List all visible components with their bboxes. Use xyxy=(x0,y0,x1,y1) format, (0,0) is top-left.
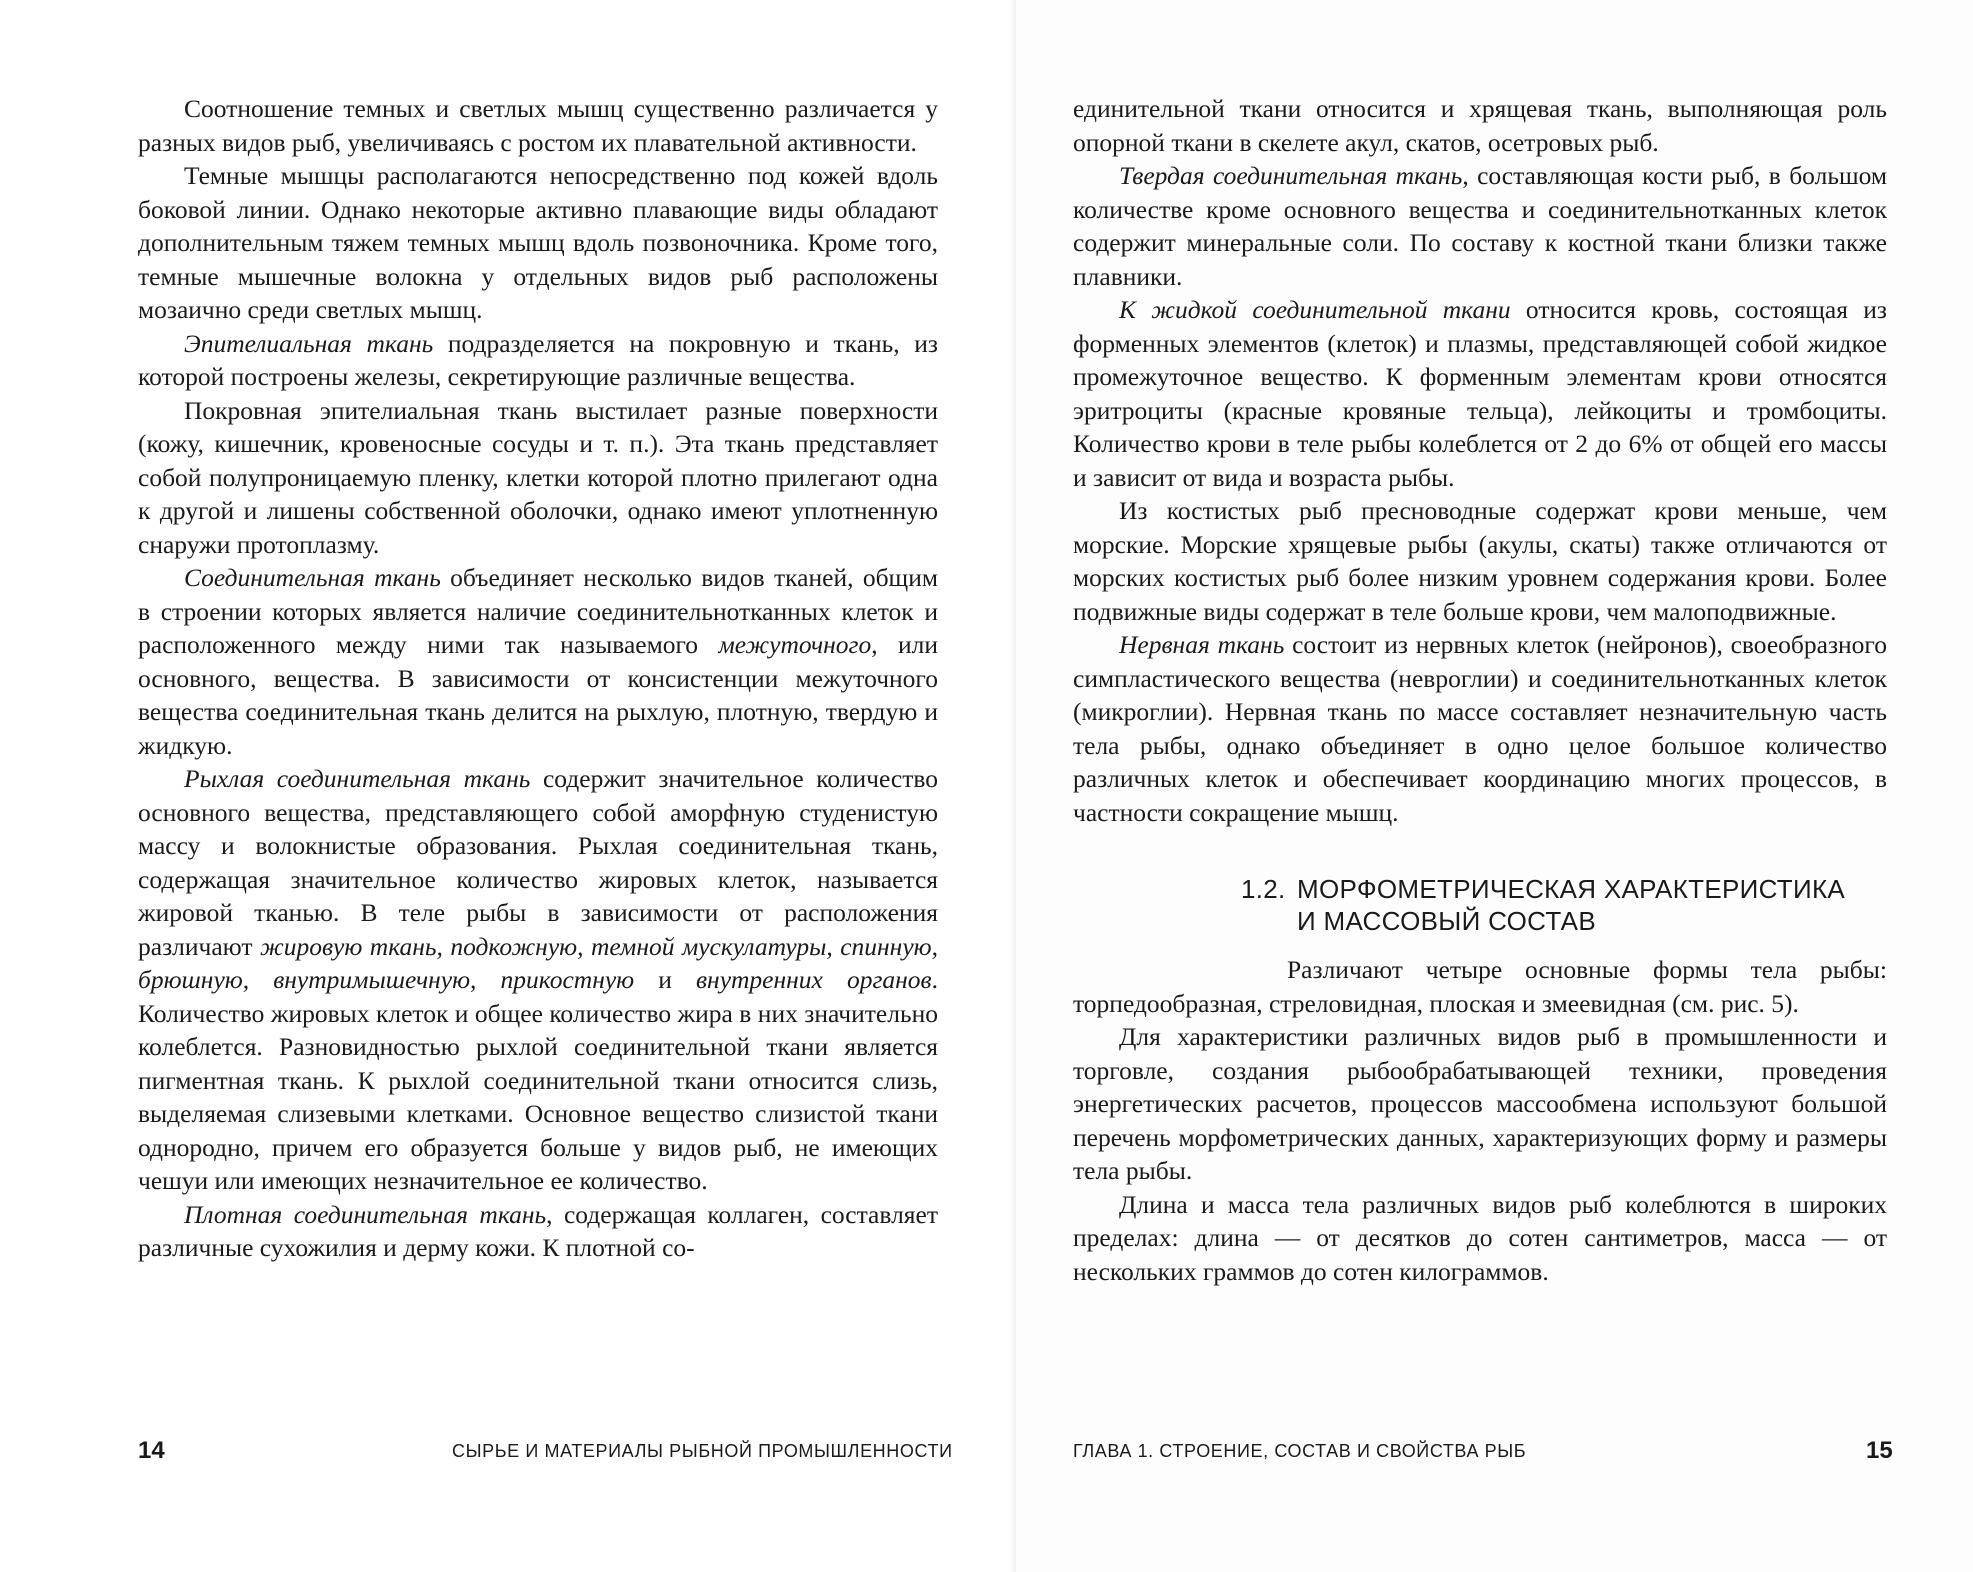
paragraph xyxy=(1073,628,1887,829)
text-run: , составляющая кости рыб, в большом количестве кроме основного вещества и соединительнотканных клеток содержит минеральные соли. По составу к костной ткани близки также плавники. xyxy=(1073,161,1887,291)
right-page xyxy=(1016,0,1973,1572)
paragraph xyxy=(1073,494,1887,628)
left-running-title: СЫРЬЕ И МАТЕРИАЛЫ РЫБНОЙ ПРОМЫШЛЕННОСТИ xyxy=(452,1441,953,1461)
paragraph xyxy=(138,394,938,562)
right-paragraphs-after xyxy=(1073,953,1887,1288)
text-run: содержит значительное количество основного вещества, представляющего собой аморфную студенистую массу и волокнистые образования. Рыхлая соединительная ткань, содержащая значительное количество жировых клеток, называется жировой тканью. В теле рыбы в зависимости от расположения различают xyxy=(138,764,938,961)
paragraph xyxy=(138,762,938,1198)
right-page-body xyxy=(1073,92,1887,1288)
paragraph xyxy=(1073,92,1887,159)
text-run: Темные мышцы располагаются непосредственно под кожей вдоль боковой линии. Однако некоторые активно плавающие виды обладают дополнительным тяжем темных мышц вдоль позвоночника. Кроме того, темные мышечные волокна у отдельных видов рыб расположены мозаично среди светлых мышц. xyxy=(138,161,938,324)
text-run: , или основного, вещества. В зависимости от консистенции межуточного вещества соединительная ткань делится на рыхлую, плотную, твердую и жидкую. xyxy=(138,630,938,760)
text-run: Из костистых рыб пресноводные содержат крови меньше, чем морские. Морские хрящевые рыбы (акулы, скаты) также отличаются от морских костистых рыб более низким уровнем содержания крови. Более подвижные виды содержат в теле больше крови, чем малоподвижные. xyxy=(1073,496,1887,626)
text-run: подразделяется на покровную и ткань, из которой построены железы, секретирующие различные вещества. xyxy=(138,328,938,391)
paragraph xyxy=(138,561,938,762)
paragraph xyxy=(138,1198,938,1265)
text-run: относится кровь, состоящая из форменных элементов (клеток) и плазмы, представляющей собой жидкое промежуточное вещество. К форменным элементам крови относятся эритроциты (красные кровяные тельца), лейкоциты и тромбоциты. Количество крови в теле рыбы колеблется от 2 до 6% от общей его массы и зависит от вида и возраста рыбы. xyxy=(1073,295,1887,492)
paragraph xyxy=(1073,1020,1887,1188)
text-run: , содержащая коллаген, составляет различные сухожилия и дерму кожи. К плотной со- xyxy=(138,1199,938,1262)
section-heading xyxy=(1073,873,1887,937)
section-title-line2: И МАССОВЫЙ СОСТАВ xyxy=(1297,906,1596,936)
paragraph xyxy=(138,327,938,394)
right-running-title: ГЛАВА 1. СТРОЕНИЕ, СОСТАВ И СВОЙСТВА РЫБ xyxy=(1073,1441,1527,1461)
paragraph xyxy=(1073,293,1887,494)
text-run: объединяет несколько видов тканей, общим в строении которых является наличие соединительнотканных клеток и расположенного между ними так называемого xyxy=(138,563,938,659)
italic-term: жировую ткань, подкожную, темной мускулатуры, спинную, брюшную, внутримышечную, прикостную xyxy=(138,931,939,994)
paragraph xyxy=(1073,953,1887,1020)
left-page-number: 14 xyxy=(138,1437,165,1464)
italic-term: Твердая соединительная ткань xyxy=(1119,161,1463,190)
text-run: единительной ткани относится и хрящевая ткань, выполняющая роль опорной ткани в скелете акул, скатов, осетровых рыб. xyxy=(1073,94,1887,157)
text-run: Покровная эпителиальная ткань выстилает разные поверхности (кожу, кишечник, кровеносные сосуды и т. п.). Эта ткань представляет собой полупроницаемую пленку, клетки которой плотно прилегают одна к другой и лишены собственной оболочки, однако имеют уплотненную снаружи протоплазму. xyxy=(138,395,938,559)
italic-term: внутренних органов xyxy=(695,965,932,994)
text-run: Для характеристики различных видов рыб в промышленности и торговле, создания рыбообрабатывающей техники, проведения энергетических расчетов, процессов массообмена используют большой перечень морфометрических данных, характеризующих форму и размеры тела рыбы. xyxy=(1073,1022,1887,1185)
section-number: 1.2. xyxy=(1241,874,1286,904)
italic-term: Соединительная ткань xyxy=(184,563,441,592)
paragraph xyxy=(138,159,938,327)
paragraph xyxy=(1073,1188,1887,1289)
paragraph xyxy=(1073,159,1887,293)
section-title-line1: МОРФОМЕТРИЧЕСКАЯ ХАРАКТЕРИСТИКА xyxy=(1297,874,1846,904)
text-run: состоит из нервных клеток (нейронов), своеобразного симпластического вещества (невроглии) и соединительнотканных клеток (микроглии). Нервная ткань по массе составляет незначительную часть тела рыбы, однако объединяет в одно целое большое количество различных клеток и обеспечивает координацию многих процессов, в частности сокращение мышц. xyxy=(1073,630,1887,827)
text-run: Длина и масса тела различных видов рыб колеблются в широких пределах: длина — от десятков до сотен сантиметров, масса — от нескольких граммов до сотен килограммов. xyxy=(1073,1189,1887,1286)
text-run: . Количество жировых клеток и общее количество жира в них значительно колеблется. Разновидностью рыхлой соединительной ткани является пигментная ткань. К рыхлой соединительной ткани относится слизь, выделяемая слизевыми клетками. Основное вещество слизистой ткани однородно, причем его образуется больше у видов рыб, не имеющих чешуи или имеющих незначительное ее количество. xyxy=(138,965,939,1195)
right-page-number: 15 xyxy=(1866,1437,1893,1464)
italic-term: межуточного xyxy=(718,630,872,659)
text-run: и xyxy=(634,965,696,994)
italic-term: Эпителиальная ткань xyxy=(184,328,434,358)
text-run: Различают четыре основные формы тела рыбы: торпедообразная, стреловидная, плоская и змеевидная (см. рис. 5). xyxy=(1073,955,1887,1018)
italic-term: Рыхлая соединительная ткань xyxy=(184,764,531,793)
text-run: Соотношение темных и светлых мышц существенно различается у разных видов рыб, увеличиваясь с ростом их плавательной активности. xyxy=(138,94,938,157)
italic-term: Нервная ткань xyxy=(1119,630,1285,659)
paragraph xyxy=(138,92,938,159)
left-page-body xyxy=(138,92,938,1265)
right-paragraphs-before xyxy=(1073,92,1887,829)
italic-term: Плотная соединительная ткань xyxy=(184,1199,547,1229)
italic-term: К жидкой соединительной ткани xyxy=(1119,295,1511,324)
